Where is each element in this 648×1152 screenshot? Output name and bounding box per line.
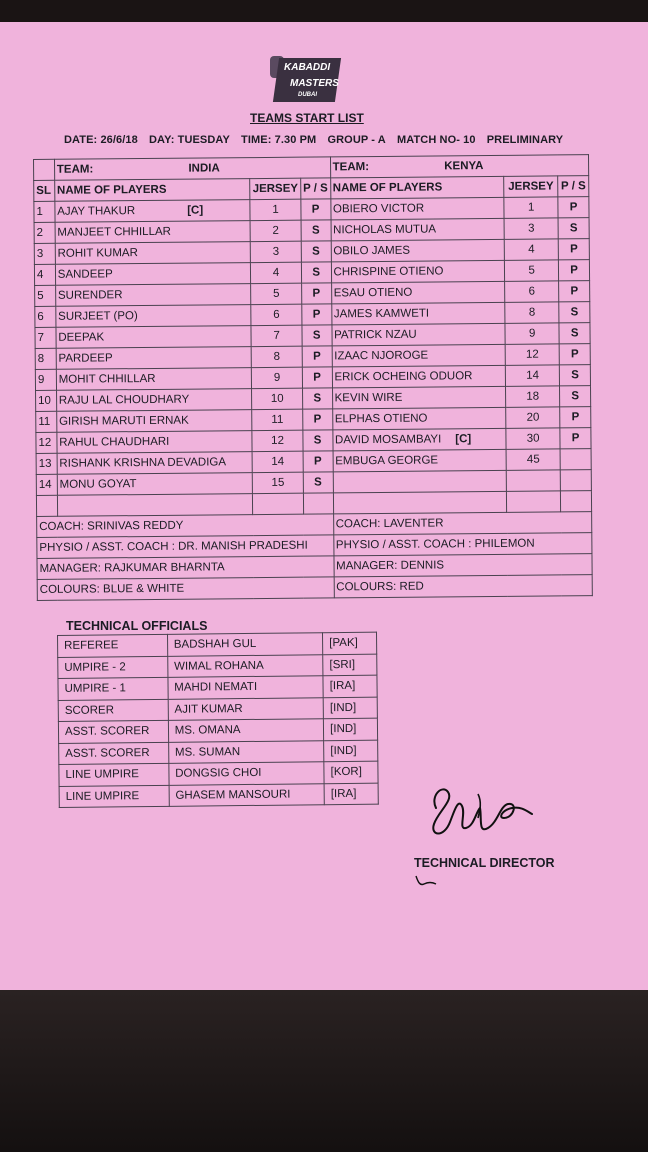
team-b-jersey: 9: [528, 327, 536, 340]
team-a-player-name: SANDEEP: [57, 268, 113, 281]
team-b-ps: S: [570, 327, 579, 340]
team-a-jersey: 1: [272, 203, 279, 216]
match-info-line: [64, 134, 571, 146]
captain-mark: [C]: [455, 433, 472, 446]
team-a-jersey: 12: [271, 434, 285, 447]
team-b-player-name: DAVID MOSAMBAYI: [334, 433, 442, 447]
team-a-ps: S: [313, 392, 322, 405]
team-b-jersey: 14: [526, 369, 540, 382]
team-a-ps: S: [312, 245, 320, 258]
team-b-player-name: OBILO JAMES: [333, 244, 411, 258]
team-a-jersey: 6: [273, 308, 280, 321]
team-a-jersey: 11: [271, 413, 284, 426]
team-b-jersey: 12: [525, 348, 539, 361]
official-country: [IRA]: [323, 675, 377, 697]
team-a-ps: P: [312, 308, 321, 321]
team-a-ps: S: [311, 224, 320, 237]
official-role: ASST. SCORER: [59, 742, 169, 765]
team-b-jersey: 4: [528, 243, 535, 256]
official-name: MS. SUMAN: [168, 740, 324, 763]
header-jersey-b: JERSEY: [504, 176, 558, 197]
official-name: AJIT KUMAR: [168, 697, 324, 720]
team-b-ps: P: [570, 348, 579, 361]
team-b-player-name: IZAAC NJOROGE: [334, 349, 429, 363]
team-b-player-name: ELPHAS OTIENO: [334, 412, 428, 426]
team-b-ps: S: [571, 390, 580, 403]
team-b-player-name: CHRISPINE OTIENO: [333, 265, 444, 279]
team-a-player-name: GIRISH MARUTI ERNAK: [58, 414, 189, 428]
match-time: TIME: 7.30 PM: [241, 134, 317, 146]
colours-row: [37, 575, 592, 601]
team-a-ps: P: [313, 455, 322, 468]
team-b-jersey: 1: [527, 201, 535, 214]
sl-number: 11: [38, 415, 51, 428]
team-b-ps: P: [571, 432, 580, 445]
team-a-cell: [54, 157, 330, 180]
team-b-jersey: 8: [528, 306, 536, 319]
team-a-ps: S: [312, 266, 321, 279]
official-country: [IND]: [324, 718, 378, 740]
team-b-player-name: JAMES KAMWETI: [333, 307, 430, 321]
team-a-jersey: 2: [272, 224, 279, 237]
team-a-label: TEAM:: [56, 163, 94, 176]
team-a-jersey: 15: [271, 476, 285, 489]
official-row: [59, 783, 378, 808]
team-b-player-name: OBIERO VICTOR: [332, 202, 425, 216]
technical-officials-table: [57, 632, 379, 808]
sl-number: 6: [37, 310, 44, 323]
official-country: [KOR]: [324, 761, 378, 783]
sl-number: 10: [38, 394, 51, 407]
official-country: [IND]: [323, 697, 377, 719]
team-a-jersey: 5: [273, 287, 280, 300]
header-jersey-a: JERSEY: [250, 178, 301, 199]
team-b-player-name: EMBUGA GEORGE: [335, 454, 439, 468]
official-country: [IND]: [324, 740, 378, 762]
team-b-ps: P: [571, 411, 580, 424]
sl-number: 7: [37, 331, 45, 344]
team-b-jersey: 30: [526, 432, 540, 445]
initial-mark: [414, 874, 438, 888]
sl-number: 9: [37, 373, 45, 386]
team-b-manager: MANAGER: DENNIS: [333, 554, 592, 577]
official-name: DONGSIG CHOI: [169, 762, 325, 785]
official-role: ASST. SCORER: [58, 720, 168, 743]
team-a-physio: PHYSIO / ASST. COACH : DR. MANISH PRADESHI: [37, 535, 334, 559]
sl-number: 3: [36, 247, 44, 260]
sl-number: 2: [36, 226, 44, 239]
match-day: DAY: TUESDAY: [149, 134, 230, 146]
team-a-player-name: RISHANK KRISHNA DEVADIGA: [59, 456, 227, 470]
match-stage: PRELIMINARY: [486, 134, 564, 146]
sl-number: 1: [36, 205, 43, 218]
team-a-player-name: MONU GOYAT: [59, 478, 137, 491]
team-a-ps: P: [313, 413, 322, 426]
team-b-jersey: 45: [526, 453, 540, 466]
team-b-coach: COACH: LAVENTER: [333, 512, 592, 535]
sl-number: 12: [38, 436, 52, 449]
technical-director-label: TECHNICAL DIRECTOR: [414, 856, 555, 870]
team-b-name: KENYA: [444, 160, 484, 173]
team-a-manager: MANAGER: RAJKUMAR BHARNTA: [37, 556, 334, 580]
team-a-player-name: SURJEET (PO): [58, 310, 138, 323]
logo-line1: KABADDI: [284, 62, 331, 73]
official-role: REFEREE: [58, 634, 168, 657]
team-a-ps: P: [312, 287, 321, 300]
team-a-jersey: 4: [272, 266, 280, 279]
team-b-ps: S: [570, 306, 579, 319]
match-date: DATE: 26/6/18: [64, 134, 138, 146]
team-a-player-name: MANJEET CHHILLAR: [57, 225, 171, 239]
header-name-b: NAME OF PLAYERS: [330, 176, 504, 199]
team-a-coach: COACH: SRINIVAS REDDY: [37, 514, 334, 538]
team-a-name: INDIA: [188, 162, 220, 175]
team-a-player-name: SURENDER: [57, 289, 123, 302]
official-role: LINE UMPIRE: [59, 785, 169, 808]
header-name-a: NAME OF PLAYERS: [54, 179, 250, 202]
team-a-jersey: 14: [271, 455, 285, 468]
official-role: SCORER: [58, 699, 168, 722]
team-a-ps: P: [312, 350, 321, 363]
header-sl: SL: [34, 180, 55, 201]
team-b-cell: [330, 155, 589, 178]
team-a-jersey: 3: [272, 245, 280, 258]
team-a-ps: P: [313, 371, 321, 384]
team-b-player-name: ERICK OCHEING ODUOR: [334, 370, 473, 384]
officials-title: TECHNICAL OFFICIALS: [66, 619, 208, 633]
team-a-player-name: PARDEEP: [58, 352, 113, 365]
official-name: GHASEM MANSOURI: [169, 783, 325, 806]
team-b-jersey: 5: [528, 264, 535, 277]
team-a-player-name: ROHIT KUMAR: [57, 247, 138, 260]
official-role: LINE UMPIRE: [59, 763, 169, 786]
team-a-ps: S: [313, 434, 322, 447]
team-a-ps: S: [312, 329, 321, 342]
match-number: MATCH NO- 10: [396, 134, 476, 146]
header-ps-a: P / S: [300, 178, 330, 199]
team-b-ps: S: [571, 369, 579, 382]
team-a-player-name: RAHUL CHAUDHARI: [59, 435, 170, 449]
team-a-player-name: MOHIT CHHILLAR: [58, 372, 156, 386]
header-ps-b: P / S: [558, 176, 589, 197]
team-a-player-name: AJAY THAKUR: [57, 205, 136, 218]
background-floor: [0, 990, 648, 1152]
sl-number: 5: [37, 289, 44, 302]
logo-line3: DUBAI: [298, 92, 317, 98]
official-name: MAHDI NEMATI: [168, 676, 324, 699]
official-country: [PAK]: [323, 632, 377, 654]
technical-director-signature: [428, 778, 548, 848]
team-a-player-name: RAJU LAL CHOUDHARY: [58, 393, 190, 407]
official-rows: [58, 632, 379, 807]
team-a-player-name: DEEPAK: [58, 331, 105, 344]
official-country: [IRA]: [324, 783, 378, 805]
team-a-jersey: 8: [273, 350, 281, 363]
team-a-jersey: 9: [273, 371, 281, 384]
team-b-ps: S: [569, 222, 578, 235]
teams-start-list-table: [33, 154, 593, 601]
team-a-ps: S: [314, 476, 322, 489]
team-b-ps: P: [570, 285, 579, 298]
team-b-player-name: NICHOLAS MUTUA: [333, 223, 437, 237]
official-country: [SRI]: [323, 654, 377, 676]
logo-line2: MASTERS: [290, 78, 339, 89]
team-b-physio: PHYSIO / ASST. COACH : PHILEMON: [333, 533, 592, 556]
official-role: UMPIRE - 2: [58, 656, 168, 679]
team-a-ps: P: [311, 203, 320, 216]
team-b-ps: P: [570, 264, 578, 277]
team-b-player-name: KEVIN WIRE: [334, 391, 403, 405]
official-role: UMPIRE - 1: [58, 677, 168, 700]
kabaddi-masters-logo: [262, 52, 357, 110]
sl-number: 13: [38, 457, 52, 470]
team-b-player-name: PATRICK NZAU: [334, 328, 417, 342]
official-name: MS. OMANA: [168, 719, 324, 742]
sl-number: 8: [37, 352, 45, 365]
team-b-player-name: ESAU OTIENO: [333, 286, 413, 300]
team-b-label: TEAM:: [332, 161, 370, 174]
team-b-ps: P: [569, 201, 578, 214]
page-title: TEAMS START LIST: [250, 111, 364, 125]
sl-number: 14: [38, 478, 52, 491]
team-a-jersey: 10: [270, 392, 284, 405]
captain-mark: [C]: [187, 204, 204, 217]
team-a-colours: COLOURS: BLUE & WHITE: [37, 577, 334, 601]
player-rows: [34, 197, 592, 496]
team-b-jersey: 3: [528, 222, 535, 235]
sl-number: 4: [36, 268, 44, 281]
team-b-jersey: 20: [526, 411, 540, 424]
match-group: GROUP - A: [327, 134, 386, 146]
team-b-ps: P: [570, 243, 578, 256]
team-b-jersey: 6: [528, 285, 536, 298]
team-b-jersey: 18: [526, 390, 540, 403]
team-a-jersey: 7: [273, 329, 280, 342]
team-b-colours: COLOURS: RED: [334, 575, 593, 598]
official-name: BADSHAH GUL: [167, 633, 323, 656]
official-name: WIMAL ROHANA: [167, 654, 323, 677]
